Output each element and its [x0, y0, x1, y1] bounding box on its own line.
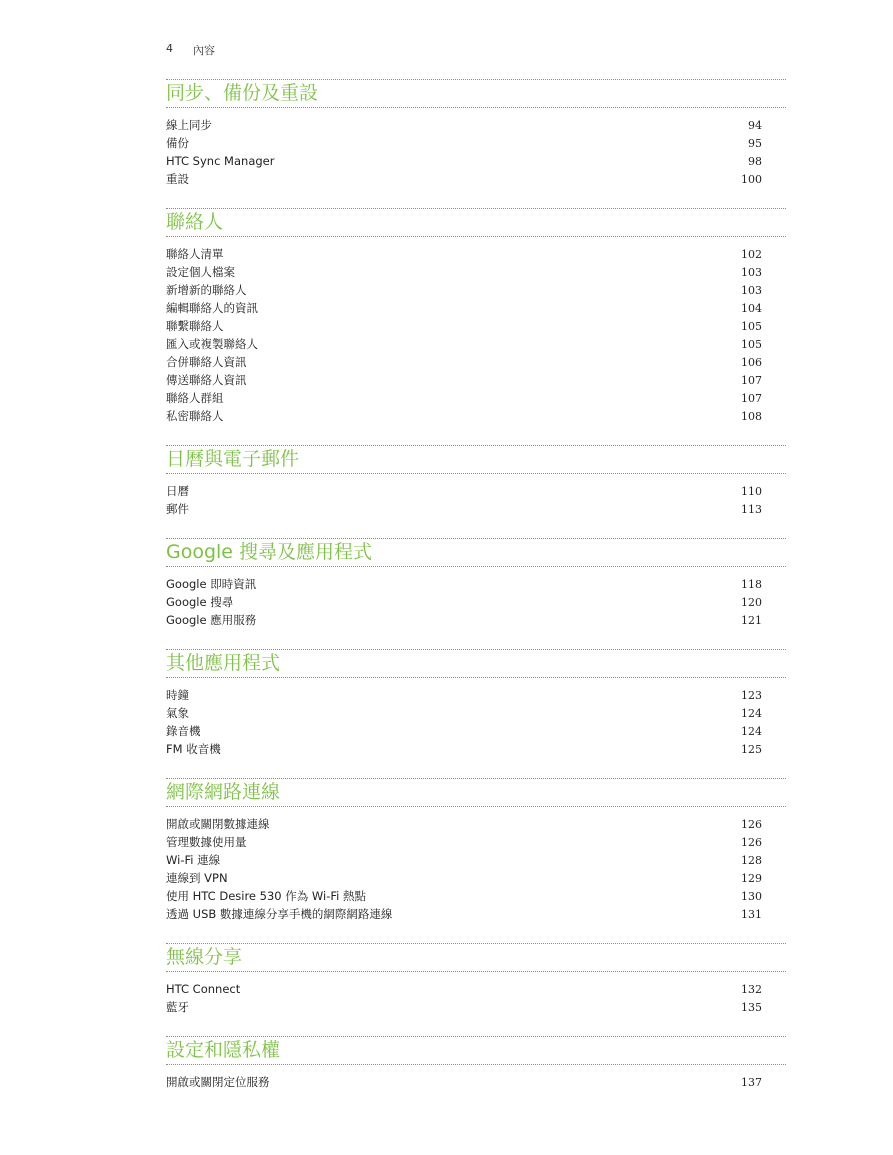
toc-section [166, 445, 786, 518]
toc-entry[interactable] [166, 980, 786, 998]
toc-entry[interactable] [166, 815, 786, 833]
toc-section [166, 778, 786, 923]
page-header-title: 內容 [193, 44, 215, 57]
toc-entry[interactable] [166, 116, 786, 134]
entry-label: 開啟或關閉數據連線 [166, 817, 270, 831]
toc-entry[interactable] [166, 389, 786, 407]
toc-entry[interactable] [166, 152, 786, 170]
entry-label: FM 收音機 [166, 742, 221, 756]
section-title[interactable]: 同步、備份及重設 [166, 79, 786, 108]
toc-entry[interactable] [166, 575, 786, 593]
entry-label: 管理數據使用量 [166, 835, 247, 849]
toc-entry[interactable] [166, 371, 786, 389]
entry-page: 137 [741, 1075, 762, 1089]
toc-section [166, 208, 786, 425]
entry-label: 藍牙 [166, 1000, 189, 1014]
entry-label: 錄音機 [166, 724, 201, 738]
toc-entry[interactable] [166, 317, 786, 335]
entry-label: Google 即時資訊 [166, 577, 257, 591]
toc-entry[interactable] [166, 407, 786, 425]
toc-section [166, 1036, 786, 1091]
toc-entry[interactable] [166, 482, 786, 500]
section-title[interactable]: 設定和隱私權 [166, 1036, 786, 1065]
entry-page: 126 [741, 817, 762, 831]
entry-page: 110 [741, 484, 762, 498]
entry-label: HTC Sync Manager [166, 154, 275, 168]
entry-page: 124 [741, 706, 762, 720]
toc-entry[interactable] [166, 263, 786, 281]
toc-entry[interactable] [166, 593, 786, 611]
entry-page: 125 [741, 742, 762, 756]
page-number: 4 [166, 42, 173, 55]
entry-page: 130 [741, 889, 762, 903]
entry-label: 郵件 [166, 502, 189, 516]
entry-label: 設定個人檔案 [166, 265, 235, 279]
entry-label: 重設 [166, 172, 189, 186]
entry-label: 聯絡人群組 [166, 391, 224, 405]
toc-entry[interactable] [166, 740, 786, 758]
toc-entry[interactable] [166, 998, 786, 1016]
entry-label: 私密聯絡人 [166, 409, 224, 423]
entry-page: 118 [741, 577, 762, 591]
toc-entry[interactable] [166, 245, 786, 263]
section-title[interactable]: Google 搜尋及應用程式 [166, 538, 786, 567]
toc-section [166, 649, 786, 758]
entry-page: 94 [748, 118, 762, 132]
toc-entry[interactable] [166, 134, 786, 152]
entry-label: 氣象 [166, 706, 189, 720]
entry-page: 132 [741, 982, 762, 996]
entry-page: 129 [741, 871, 762, 885]
page-header [166, 42, 215, 58]
entry-label: 日曆 [166, 484, 189, 498]
toc-entry[interactable] [166, 686, 786, 704]
entry-label: 合併聯絡人資訊 [166, 355, 247, 369]
entry-page: 107 [741, 373, 762, 387]
entry-page: 131 [741, 907, 762, 921]
toc-section [166, 943, 786, 1016]
section-title[interactable]: 其他應用程式 [166, 649, 786, 678]
toc-entry[interactable] [166, 1073, 786, 1091]
entry-label: 開啟或關閉定位服務 [166, 1075, 270, 1089]
entry-label: 使用 HTC Desire 530 作為 Wi-Fi 熱點 [166, 889, 367, 903]
section-title[interactable]: 聯絡人 [166, 208, 786, 237]
entry-label: 線上同步 [166, 118, 212, 132]
toc-section [166, 79, 786, 188]
toc-entry[interactable] [166, 611, 786, 629]
section-title[interactable]: 日曆與電子郵件 [166, 445, 786, 474]
toc-entry[interactable] [166, 299, 786, 317]
toc-entry[interactable] [166, 905, 786, 923]
entry-page: 95 [748, 136, 762, 150]
section-title[interactable]: 無線分享 [166, 943, 786, 972]
toc-entry[interactable] [166, 335, 786, 353]
entry-page: 100 [741, 172, 762, 186]
entry-label: 連線到 VPN [166, 871, 228, 885]
entry-label: Wi-Fi 連線 [166, 853, 221, 867]
entry-page: 120 [741, 595, 762, 609]
entry-label: 聯絡人清單 [166, 247, 224, 261]
entry-page: 105 [741, 319, 762, 333]
entry-label: 透過 USB 數據連線分享手機的網際網路連線 [166, 907, 393, 921]
entry-label: 新增新的聯絡人 [166, 283, 247, 297]
toc-section [166, 538, 786, 629]
toc-entry[interactable] [166, 353, 786, 371]
entry-page: 135 [741, 1000, 762, 1014]
entry-page: 108 [741, 409, 762, 423]
entry-page: 104 [741, 301, 762, 315]
entry-page: 103 [741, 265, 762, 279]
entry-page: 123 [741, 688, 762, 702]
toc-entry[interactable] [166, 869, 786, 887]
entry-page: 105 [741, 337, 762, 351]
entry-label: Google 應用服務 [166, 613, 257, 627]
section-title[interactable]: 網際網路連線 [166, 778, 786, 807]
entry-page: 106 [741, 355, 762, 369]
entry-page: 103 [741, 283, 762, 297]
entry-page: 102 [741, 247, 762, 261]
table-of-contents [166, 79, 786, 1111]
entry-page: 107 [741, 391, 762, 405]
entry-label: Google 搜尋 [166, 595, 234, 609]
entry-label: 時鐘 [166, 688, 189, 702]
entry-label: 備份 [166, 136, 189, 150]
toc-entry[interactable] [166, 851, 786, 869]
entry-page: 126 [741, 835, 762, 849]
entry-page: 124 [741, 724, 762, 738]
entry-label: HTC Connect [166, 982, 241, 996]
entry-page: 113 [741, 502, 762, 516]
toc-entry[interactable] [166, 704, 786, 722]
toc-entry[interactable] [166, 500, 786, 518]
entry-page: 128 [741, 853, 762, 867]
entry-page: 121 [741, 613, 762, 627]
toc-entry[interactable] [166, 281, 786, 299]
entry-label: 聯繫聯絡人 [166, 319, 224, 333]
toc-entry[interactable] [166, 722, 786, 740]
entry-label: 匯入或複製聯絡人 [166, 337, 258, 351]
entry-label: 編輯聯絡人的資訊 [166, 301, 258, 315]
toc-entry[interactable] [166, 887, 786, 905]
toc-entry[interactable] [166, 170, 786, 188]
toc-entry[interactable] [166, 833, 786, 851]
entry-page: 98 [748, 154, 762, 168]
entry-label: 傳送聯絡人資訊 [166, 373, 247, 387]
